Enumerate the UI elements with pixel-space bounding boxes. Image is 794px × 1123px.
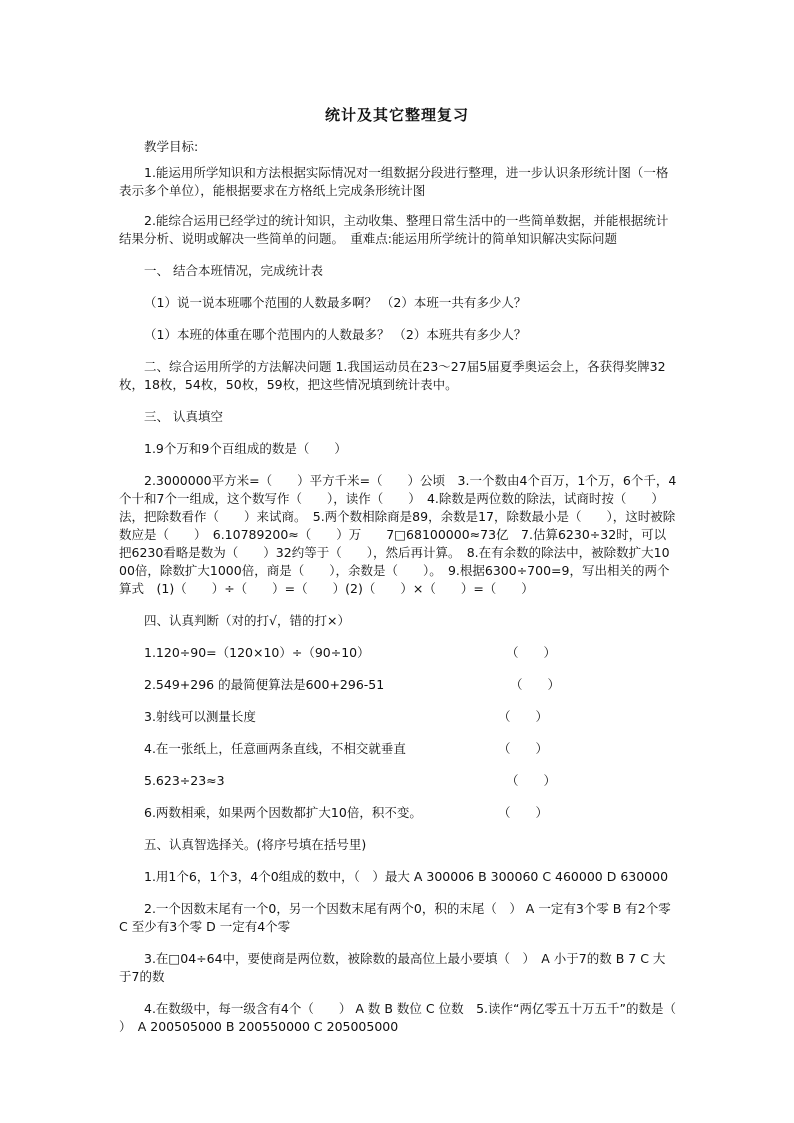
judge-item — [119, 804, 677, 822]
fill-question-1: 1.9个万和9个百组成的数是（ ） — [144, 441, 347, 456]
judge-item — [119, 708, 677, 726]
fill-question-block: 2.3000000平方米=（ ）平方千米=（ ）公顷 3.一个数由4个百万，1个万，6个千，4个十和7个一组成，这个数写作（ ），读作（ ） 4.除数是两位数的除法，试商时按（ ）法，把除数看作（ ）来试商。 5.两个数相除商是89，余数是17，除数最小是（ ），这时被除数应是（ ） 6.10789200≈（ ）万 7□68100000≈73亿 7.估算6230÷32时，可以把6230看略是数为（ ）32约等于（ ），然后再计算。 8.在有余数的除法中，被除数扩大1000倍，除数扩大1000倍，商是（ ），余数是（ ）。 9.根据6300÷700=9，写出相关的两个算式 (1)（ ）÷（ ）=（ ）(2)（ ）×（ ）=（ ） — [119, 473, 677, 596]
answer-bracket: （ ） — [506, 773, 557, 788]
judge-item-text: 4.在一张纸上，任意画两条直线，不相交就垂直 — [144, 741, 406, 756]
section-heading-5: 五、认真智选择关。(将序号填在括号里) — [144, 837, 367, 852]
choice-question-1: 1.用1个6，1个3，4个0组成的数中，（ ）最大 A 300006 B 300060 C 460000 D 630000 — [144, 869, 669, 884]
choice-question-3: 3.在□04÷64中，要使商是两位数，被除数的最高位上最小要填（ ） A 小于7的数 B 7 C 大于7的数 — [119, 951, 666, 984]
answer-bracket: （ ） — [498, 741, 549, 756]
section-heading-1: 一、 结合本班情况，完成统计表 — [144, 263, 323, 278]
document-body — [119, 138, 701, 1036]
judge-item — [119, 740, 677, 758]
goal-paragraph-1: 1.能运用所学知识和方法根据实际情况对一组数据分段进行整理，进一步认识条形统计图（一格表示多个单位），能根据要求在方格纸上完成条形统计图 — [119, 165, 669, 198]
document-title: 统计及其它整理复习 — [324, 106, 469, 124]
judge-item-text: 6.两数相乘，如果两个因数都扩大10倍，积不变。 — [144, 805, 422, 820]
judge-item-text: 1.120÷90=（120×10）÷（90÷10） — [144, 645, 370, 660]
question-1a: （1）说一说本班哪个范围的人数最多啊？ （2）本班一共有多少人？ — [144, 295, 527, 310]
question-1b: （1）本班的体重在哪个范围内的人数最多？ （2）本班共有多少人？ — [144, 327, 527, 342]
judge-item-text: 3.射线可以测量长度 — [144, 709, 256, 724]
section-heading-2: 二、综合运用所学的方法解决问题 1.我国运动员在23～27届5届夏季奥运会上，各获得奖牌32枚，18枚，54枚，50枚，59枚，把这些情况填到统计表中。 — [119, 359, 666, 392]
judge-item-text: 5.623÷23≈3 — [144, 773, 225, 788]
judge-item-text: 2.549+296 的最简便算法是600+296-51 — [144, 677, 385, 692]
section-heading-3: 三、 认真填空 — [144, 409, 223, 424]
teaching-goal-label: 教学目标: — [144, 139, 199, 154]
goal-paragraph-2: 2.能综合运用已经学过的统计知识，主动收集、整理日常生活中的一些简单数据，并能根据统计结果分析、说明或解决一些简单的问题。 重难点:能运用所学统计的简单知识解决实际问题 — [119, 213, 669, 246]
section-heading-4: 四、认真判断（对的打√，错的打×） — [144, 613, 350, 628]
choice-question-4: 4.在数级中，每一级含有4个（ ） A 数 B 数位 C 位数 5.读作“两亿零五十万五千”的数是（ ） A 200505000 B 200550000 C 205005000 — [119, 1001, 701, 1034]
answer-bracket: （ ） — [506, 645, 557, 660]
judge-item — [119, 676, 677, 694]
answer-bracket: （ ） — [498, 805, 549, 820]
answer-bracket: （ ） — [510, 677, 561, 692]
choice-question-2: 2.一个因数末尾有一个0，另一个因数末尾有两个0，积的末尾（ ） A 一定有3个零 B 有2个零 C 至少有3个零 D 一定有4个零 — [119, 901, 671, 934]
judge-item — [119, 772, 677, 790]
answer-bracket: （ ） — [498, 709, 549, 724]
judge-item — [119, 644, 677, 662]
